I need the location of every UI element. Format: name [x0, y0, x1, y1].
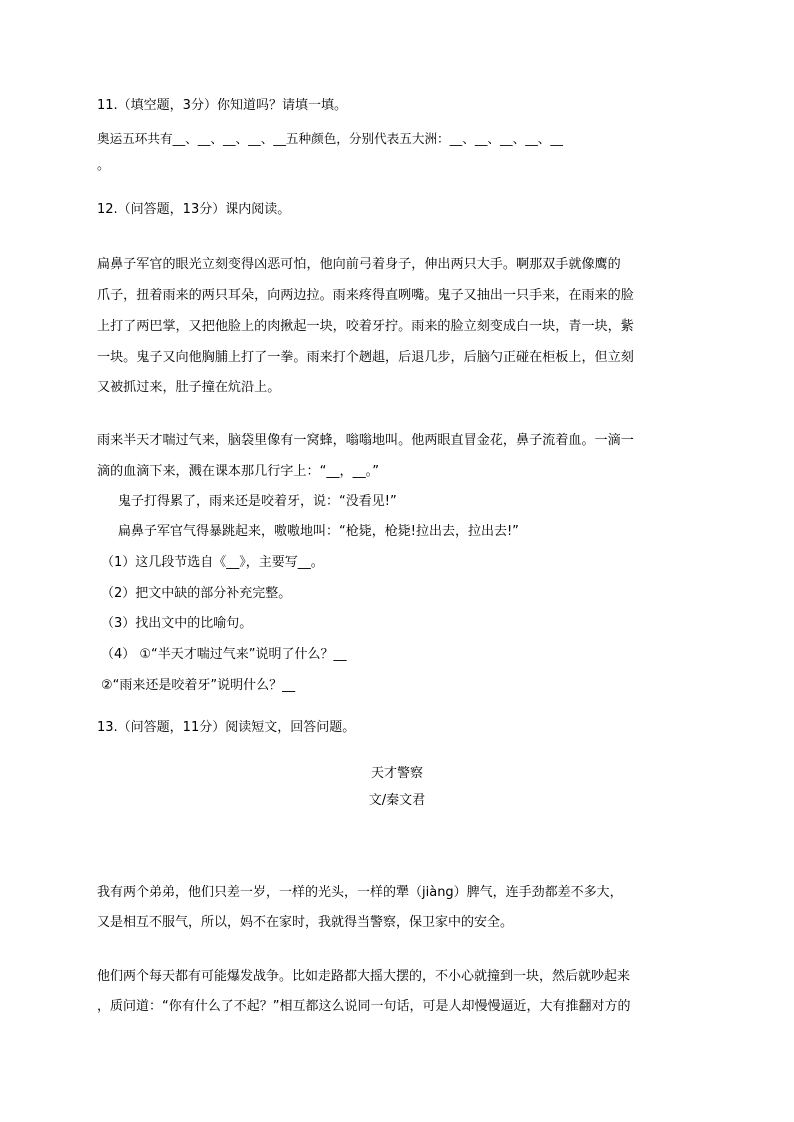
- passage-line: 又被抓过来，肚子撞在炕沿上。: [97, 380, 281, 395]
- q12-passage-paragraph-3: 鬼子打得累了，雨来还是咬着牙，说：“没看见!”: [118, 494, 397, 509]
- article-line: ，质问道：“你有什么了不起？”相互都这么说同一句话，可是人却慢慢逼近，大有推翻对方的: [97, 999, 631, 1014]
- article-title: 天才警察: [370, 766, 423, 781]
- q12-subquestion-2: （2）把文中缺的部分补充完整。: [101, 586, 292, 601]
- passage-line: 雨来半天才喘过气来，脑袋里像有一窝蜂，嗡嗡地叫。他两眼直冒金花，鼻子流着血。一滴一: [97, 433, 634, 448]
- passage-line: 爪子，扭着雨来的两只耳朵，向两边拉。雨来疼得直咧嘴。鬼子又抽出一只手来，在雨来的脸: [97, 288, 634, 303]
- q11-header: 11.（填空题，3分）你知道吗？请填一填。: [97, 98, 347, 113]
- passage-line: 一块。鬼子又向他胸脯上打了一拳。雨来打个趔趄，后退几步，后脑勺正碰在柜板上，但立刻: [97, 350, 634, 365]
- q12-passage-paragraph-4: 扁鼻子军官气得暴跳起来，嗷嗷地叫：“枪毙，枪毙!拉出去，拉出去!”: [118, 524, 519, 539]
- q12-header: 12.（问答题，13分）课内阅读。: [97, 202, 291, 217]
- q13-header: 13.（问答题，11分）阅读短文，回答问题。: [97, 720, 356, 735]
- q12-subquestion-4b: ②“雨来还是咬着牙”说明什么？__: [101, 678, 296, 693]
- q11-fill-line-end: 。: [97, 158, 111, 173]
- article-line: 我有两个弟弟，他们只差一岁，一样的光头，一样的犟（jiàng）脾气，连手劲都差不多大，: [97, 885, 623, 900]
- passage-line: 上打了两巴掌，又把他脸上的肉揪起一块，咬着牙拧。雨来的脸立刻变成白一块，青一块，紫: [97, 319, 634, 334]
- q11-fill-line: 奥运五环共有__、__、__、__、__五种颜色，分别代表五大洲：__、__、__、__、__: [97, 131, 563, 146]
- article-line: 他们两个每天都有可能爆发战争。比如走路都大摇大摆的，不小心就撞到一块，然后就吵起来: [97, 969, 631, 984]
- q12-subquestion-1: （1）这几段节选自《__》，主要写__。: [101, 555, 324, 570]
- article-author: 文/秦文君: [368, 793, 426, 808]
- q12-subquestion-3: （3）找出文中的比喻句。: [101, 616, 253, 631]
- passage-line: 扁鼻子军官的眼光立刻变得凶恶可怕，他向前弓着身子，伸出两只大手。啊那双手就像鹰的: [97, 257, 621, 272]
- article-line: 又是相互不服气，所以，妈不在家时，我就得当警察，保卫家中的安全。: [97, 915, 514, 930]
- q12-subquestion-4a: （4） ①“半天才喘过气来”说明了什么？__: [101, 647, 347, 662]
- passage-line: 滴的血滴下来，溅在课本那几行字上：“__，__。”: [97, 464, 379, 479]
